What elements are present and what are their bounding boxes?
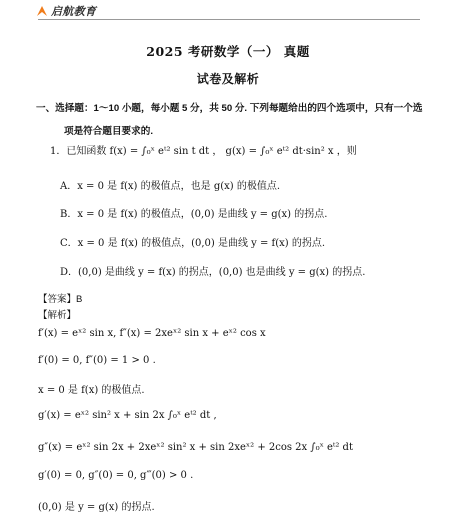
page-title: 2025 考研数学（一） 真题: [146, 44, 310, 59]
solution-line-2: f′(0) = 0, f″(0) = 1 > 0 .: [38, 355, 156, 366]
option-a: A．x = 0 是 f(x) 的极值点，也是 g(x) 的极值点.: [60, 181, 281, 192]
question-1-stem: 1．已知函数 f(x) = ∫₀ˣ eᵗ² sin t dt ， g(x) = ∫₀ˣ eᵗ² dt·sin² x ，则: [50, 146, 357, 157]
solution-line-4: g′(x) = eˣ² sin² x + sin 2x ∫₀ˣ eᵗ² dt ,: [38, 410, 217, 421]
logo-icon: [36, 5, 48, 17]
solution-line-5: g″(x) = eˣ² sin 2x + 2xeˣ² sin² x + sin 2xeˣ² + 2cos 2x ∫₀ˣ eᵗ² dt: [38, 442, 353, 453]
section-line-2: 项是符合题目要求的.: [64, 126, 154, 137]
solution-line-6: g′(0) = 0, g″(0) = 0, g‴(0) > 0 .: [38, 470, 194, 481]
page-subtitle: 试卷及解析: [196, 72, 260, 86]
option-b: B．x = 0 是 f(x) 的极值点，(0,0) 是曲线 y = g(x) 的拐点.: [60, 209, 328, 220]
solution-line-1: f′(x) = eˣ² sin x, f″(x) = 2xeˣ² sin x + eˣ² cos x: [38, 328, 266, 339]
analysis-label: 【解析】: [38, 310, 77, 321]
option-d: D．(0,0) 是曲线 y = f(x) 的拐点，(0,0) 也是曲线 y = g(x) 的拐点.: [60, 267, 366, 278]
page-header: [0, 0, 456, 24]
header-divider: [38, 19, 420, 20]
solution-line-7: (0,0) 是 y = g(x) 的拐点.: [38, 502, 155, 513]
logo-text: 启航教育: [51, 6, 97, 18]
option-c: C．x = 0 是 f(x) 的极值点，(0,0) 是曲线 y = f(x) 的拐点.: [60, 238, 326, 249]
brand-logo: [36, 4, 96, 18]
section-instructions: [36, 97, 436, 143]
solution-line-3: x = 0 是 f(x) 的极值点.: [38, 385, 145, 396]
answer-label: 【答案】B: [38, 294, 83, 305]
section-line-1: 一、选择题：1～10 小题，每小题 5 分，共 50 分. 下列每题给出的四个选项中，只有一个选: [36, 103, 423, 114]
